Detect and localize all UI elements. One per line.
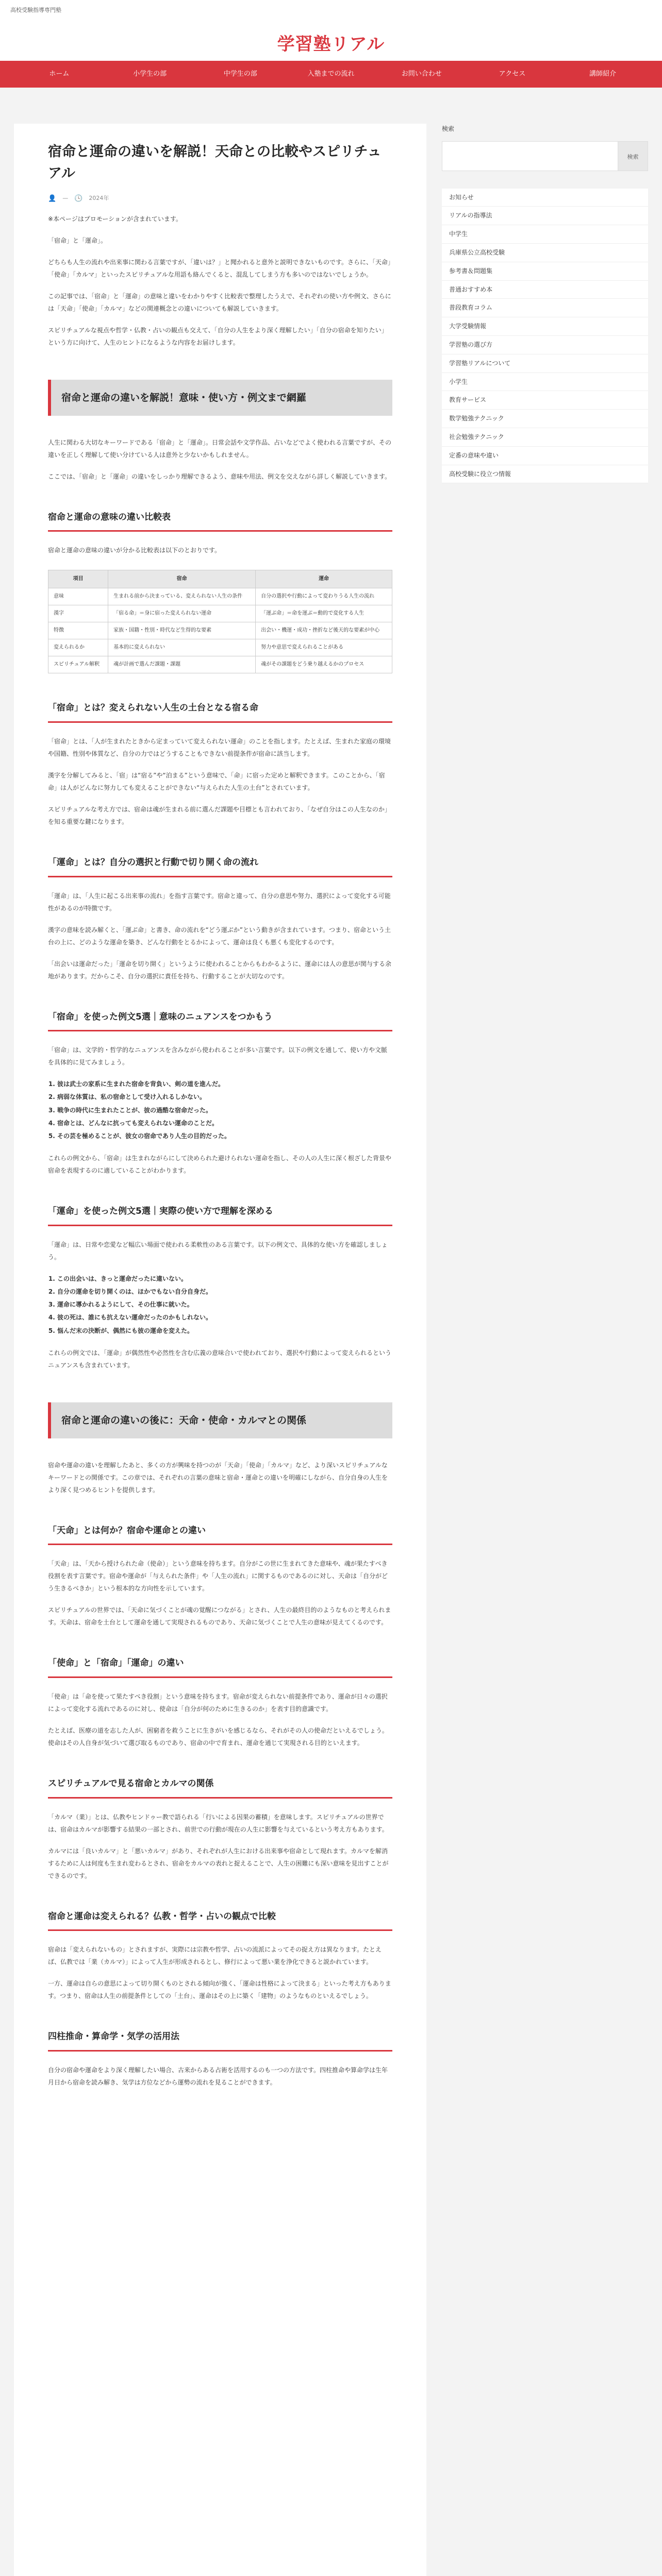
table-cell: 魂がその課題をどう乗り越えるかのプロセス: [256, 656, 392, 673]
subsection-heading: 「宿命」を使った例文5選｜意味のニュアンスをつかもう: [48, 1009, 392, 1032]
nav-item[interactable]: 講師紹介: [589, 70, 617, 78]
list-item: 4. 宿命とは、どんなに抗っても変えられない運命のことだ。: [57, 1117, 392, 1130]
search-button-label: 検索: [627, 154, 639, 161]
article-title: 宿命と運命の違いを解説！天命との比較やスピリチュアル: [48, 144, 382, 181]
table-header-cell: 運命: [256, 570, 392, 588]
global-nav: [0, 61, 662, 88]
sidebar-category-link[interactable]: 普通おすすめ本: [442, 281, 648, 299]
section-paragraph: 「天命」は、「天から授けられた命（使命）」という意味を持ちます。自分がこの世に生まれてきた意味や、魂が果たすべき役割を表す言葉です。宿命や運命が「与えられた条件」や「人生の流れ」に関するものであるのに対し、天命は「自分がどう生きるべきか」という根本的な方向性を示しています。: [48, 1560, 388, 1592]
table-cell: 家族・国籍・性別・時代など生得的な要素: [108, 622, 256, 639]
section-paragraph: 「宿命」とは、「人が生まれたときから定まっていて変えられない運命」のことを指します。たとえば、生まれた家庭の環境や国籍、性別や体質など、自分の力ではどうすることもできない前提条件が宿命に該当します。: [48, 738, 391, 758]
sidebar-category-link[interactable]: 定番の意味や違い: [442, 447, 648, 465]
list-item: 5. その芸を極めることが、彼女の宿命であり人生の目的だった。: [57, 1130, 392, 1143]
nav-item[interactable]: 入塾までの流れ: [307, 70, 355, 78]
table-row: [48, 639, 392, 656]
table-row: [48, 622, 392, 639]
table-cell: 漢字: [48, 605, 108, 622]
table-cell: 魂が計画で選んだ課題・課題: [108, 656, 256, 673]
sidebar-category-link[interactable]: 大学受験情報: [442, 317, 648, 336]
section-paragraph: ここでは、「宿命」と「運命」の違いをしっかり理解できるよう、意味や用法、例文を交えながら詳しく解説していきます。: [48, 472, 391, 480]
subsection-heading: 「天命」とは何か？宿命や運命との違い: [48, 1523, 392, 1546]
content-wrap: [14, 124, 648, 2576]
sidebar-category-link[interactable]: 数学勉強テクニック: [442, 410, 648, 428]
article-date: 2024年: [89, 195, 109, 202]
table-intro: 宿命と運命の意味の違いが分かる比較表は以下のとおりです。: [48, 547, 221, 554]
nav-item[interactable]: アクセス: [499, 70, 526, 78]
sidebar-category-link[interactable]: 普段教育コラム: [442, 299, 648, 317]
section-paragraph: 宿命は「変えられないもの」とされますが、実際には宗教や哲学、占いの流派によってその捉え方は異なります。たとえば、仏教では「業（カルマ）」によって人生が形成されるとし、修行によって悪い業を浄化できると説かれています。: [48, 1946, 382, 1966]
table-cell: 意味: [48, 588, 108, 605]
subsection-heading: スピリチュアルで見る宿命とカルマの関係: [48, 1776, 392, 1799]
sidebar-category-link[interactable]: 教育サービス: [442, 391, 648, 410]
sidebar-category-link[interactable]: お知らせ: [442, 189, 648, 207]
sidebar-category-link[interactable]: 中学生: [442, 225, 648, 244]
search-widget: [442, 141, 648, 171]
subsection-heading: 「使命」と「宿命」「運命」の違い: [48, 1655, 392, 1678]
search-widget-title: 検索: [442, 125, 455, 132]
table-row: [48, 588, 392, 605]
nav-item[interactable]: お問い合わせ: [401, 70, 442, 78]
list-item: 2. 病弱な体質は、私の宿命として受け入れるしかない。: [57, 1091, 392, 1104]
clock-icon: 🕓: [74, 194, 83, 202]
search-input[interactable]: [442, 142, 618, 171]
section-paragraph: 人生に関わる大切なキーワードである「宿命」と「運命」。日常会話や文学作品、占いなどでよく使われる言葉ですが、その違いを正しく理解して使い分けている人は意外と少ないかもしれません。: [48, 438, 392, 459]
user-icon: 👤: [48, 194, 57, 202]
site-tagline: 高校受験指導専門塾: [10, 7, 61, 13]
sidebar-category-link[interactable]: 小学生: [442, 373, 648, 392]
section-paragraph: 宿命や運命の違いを理解したあと、多くの方が興味を持つのが「天命」「使命」「カルマ」など、より深いスピリチュアルなキーワードとの関係です。この章では、それぞれの言葉の意味と宿命・運命との違いを明確にしながら、自分自身の人生をより深く見つめるヒントを提供します。: [48, 1461, 388, 1494]
section-paragraph: スピリチュアルの世界では、「天命に気づくことが魂の覚醒につながる」とされ、人生の最終目的のようなものと考えられます。天命は、宿命を土台として運命を通して実現されるものであり、天命に気づくことで人生の意味が見えてくるのです。: [48, 1606, 391, 1626]
intro-paragraph: どちらも人生の流れや出来事に関わる言葉ですが、「違いは？」と聞かれると意外と説明できないものです。さらに、「天命」「使命」「カルマ」といったスピリチュアルな用語も絡んでくると、混乱してしまう方も多いのではないでしょうか。: [48, 258, 391, 278]
subsection-heading: 「宿命」とは？変えられない人生の土台となる宿る命: [48, 700, 392, 723]
section-paragraph: 「運命」は、「人生に起こる出来事の流れ」を指す言葉です。宿命と違って、自分の意思や努力、選択によって変化する可能性があるのが特徴です。: [48, 892, 391, 912]
table-cell: スピリチュアル解釈: [48, 656, 108, 673]
section-paragraph: たとえば、医療の道を志した人が、困窮者を救うことに生きがいを感じるなら、それがその人の使命だといえるでしょう。使命はその人自身が気づいて選び取るものであり、宿命の中で育まれ、運命を通じて実現される目的といえます。: [48, 1727, 388, 1747]
table-cell: 自分の選択や行動によって変わりうる人生の流れ: [256, 588, 392, 605]
sidebar-category-link[interactable]: 学習塾リアルについて: [442, 354, 648, 373]
list-item: 3. 戦争の時代に生まれたことが、彼の過酷な宿命だった。: [57, 1104, 392, 1117]
table-row: [48, 605, 392, 622]
section-paragraph: 漢字を分解してみると、「宿」は“宿る”や“泊まる”という意味で、「命」に宿った定めと解釈できます。このことから、「宿命」は人がどんなに努力しても変えることができない“与えられた人生の土台”とされています。: [48, 772, 385, 792]
section-heading: 宿命と運命の違いの後に：天命・使命・カルマとの関係: [48, 1402, 392, 1438]
section-heading: 宿命と運命の違いを解説！意味・使い方・例文まで網羅: [48, 380, 392, 416]
nav-item[interactable]: 小学生の部: [133, 70, 167, 78]
site-header: [0, 20, 662, 61]
search-button[interactable]: [618, 142, 648, 171]
subsection-heading: 「運命」とは？自分の選択と行動で切り開く命の流れ: [48, 855, 392, 877]
list-item: 4. 彼の死は、誰にも抗えない運命だったのかもしれない。: [57, 1311, 392, 1324]
article-author[interactable]: —: [62, 195, 69, 202]
nav-item[interactable]: 中学生の部: [223, 70, 257, 78]
table-cell: 生まれる前から決まっている、変えられない人生の条件: [108, 588, 256, 605]
subsection-heading: 宿命と運命の意味の違い比較表: [48, 510, 392, 532]
table-cell: 「運ぶ命」＝命を運ぶ＝動的で変化する人生: [256, 605, 392, 622]
example-list: [57, 1078, 392, 1143]
article: [14, 124, 426, 2576]
section-paragraph: 「宿命」は、文学的・哲学的なニュアンスを含みながら使われることが多い言葉です。以下の例文を通して、使い方や文脈を具体的に見てみましょう。: [48, 1046, 387, 1066]
article-meta: [48, 193, 392, 205]
table-row: [48, 656, 392, 673]
section-paragraph: 自分の宿命や運命をより深く理解したい場合、古来からある占術を活用するのも一つの方法です。四柱推命や算命学は生年月日から宿命を読み解き、気学は方位などから運勢の流れを見ることができます。: [48, 2066, 388, 2086]
list-item: 3. 運命に導かれるようにして、その仕事に就いた。: [57, 1298, 392, 1311]
site-logo[interactable]: 学習塾リアル: [277, 34, 385, 55]
list-item: 5. 悩んだ末の決断が、偶然にも彼の運命を変えた。: [57, 1325, 392, 1337]
pr-note: ※本ページはプロモーションが含まれています。: [48, 215, 182, 223]
intro-paragraph: 「宿命」と「運命」。: [48, 236, 107, 244]
sidebar-category-link[interactable]: 兵庫県公立高校受験: [442, 244, 648, 262]
section-paragraph: これらの例文から、「宿命」は生まれながらにして決められた避けられない運命を指し、その人の人生に深く根ざした背景や宿命を表現するのに適していることがわかります。: [48, 1155, 392, 1175]
table-cell: 努力や意思で変えられることがある: [256, 639, 392, 656]
table-cell: 出会い・機運・成功・挫折など後天的な要素が中心: [256, 622, 392, 639]
section-paragraph: 一方、運命は自らの意思によって切り開くものとされる傾向が強く、「運命は性格によって決まる」といった考え方もあります。つまり、宿命は人生の前提条件としての「土台」、運命はその上に築く「建物」のようなものといえるでしょう。: [48, 1980, 391, 2000]
section-paragraph: 「カルマ（業）」とは、仏教やヒンドゥー教で語られる「行いによる因果の蓄積」を意味します。スピリチュアルの世界では、宿命はカルマが影響する結果の一部とされ、前世での行動が現在の人生に影響を与えているという考え方もあります。: [48, 1813, 388, 1833]
top-bar: [0, 0, 662, 20]
table-cell: 変えられるか: [48, 639, 108, 656]
sidebar: [442, 124, 648, 2576]
list-item: 1. 彼は武士の家系に生まれた宿命を背負い、剣の道を進んだ。: [57, 1078, 392, 1091]
sidebar-category-link[interactable]: 高校受験に役立つ情報: [442, 465, 648, 484]
intro-paragraph: スピリチュアルな視点や哲学・仏教・占いの観点も交えて、「自分の人生をより深く理解したい」「自分の宿命を知りたい」という方に向けて、人生のヒントになるような内容をお届けします。: [48, 326, 388, 346]
section-paragraph: 「使命」は「命を使って果たすべき役割」という意味を持ちます。宿命が変えられない前提条件であり、運命が日々の選択によって変化する流れであるのに対し、使命は「自分が何のために生きるのか」を表す目的意識です。: [48, 1693, 388, 1713]
section-paragraph: これらの例文では、「運命」が偶然性や必然性を含む広義の意味合いで使われており、選択や行動によって変えられるというニュアンスも含まれています。: [48, 1349, 392, 1369]
table-header-cell: 項目: [48, 570, 108, 588]
subsection-heading: 宿命と運命は変えられる？仏教・哲学・占いの観点で比較: [48, 1909, 392, 1931]
section-paragraph: 「運命」は、日常や恋愛など幅広い場面で使われる柔軟性のある言葉です。以下の例文で、具体的な使い方を確認しましょう。: [48, 1241, 388, 1261]
list-item: 2. 自分の運命を切り開くのは、ほかでもない自分自身だ。: [57, 1285, 392, 1298]
table-cell: 基本的に変えられない: [108, 639, 256, 656]
sidebar-category-link[interactable]: 参考書＆問題集: [442, 262, 648, 281]
sidebar-category-link[interactable]: 社会勉強テクニック: [442, 428, 648, 447]
subsection-heading: 四柱推命・算命学・気学の活用法: [48, 2029, 392, 2052]
section-paragraph: 漢字の意味を読み解くと、「運ぶ命」と書き、命の流れを“どう運ぶか”という動きが含まれています。つまり、宿命という土台の上に、どのような運命を築き、どんな行動をとるかによって、運命は良くも悪くも変化するのです。: [48, 926, 391, 946]
example-list: [57, 1273, 392, 1337]
category-list: [442, 189, 648, 484]
table-cell: 「宿る命」＝身に宿った変えられない運命: [108, 605, 256, 622]
section-paragraph: スピリチュアルな考え方では、宿命は魂が生まれる前に選んだ課題や目標とも言われており、「なぜ自分はこの人生なのか」を知る重要な鍵になります。: [48, 806, 391, 826]
table-header-row: [48, 570, 392, 588]
section-paragraph: 「出会いは運命だった」「運命を切り開く」というように使われることからもわかるように、運命には人の意思が関与する余地があります。だからこそ、自分の選択に責任を持ち、行動することが大切なのです。: [48, 960, 392, 980]
section-paragraph: カルマには「良いカルマ」と「悪いカルマ」があり、それぞれが人生における出来事や宿命として現れます。カルマを解消するために人は何度も生まれ変わるとされ、宿命をカルマの表れと捉えることで、人生の困難にも深い意味を見出すことができるのです。: [48, 1847, 389, 1879]
sidebar-category-link[interactable]: リアルの指導法: [442, 207, 648, 225]
intro-paragraph: この記事では、「宿命」と「運命」の意味と違いをわかりやすく比較表で整理したうえで、それぞれの使い方や例文、さらには「天命」「使命」「カルマ」などの関連概念との違いについても解説していきます。: [48, 292, 391, 312]
table-header-cell: 宿命: [108, 570, 256, 588]
comparison-table: [48, 570, 392, 673]
global-nav-items: [14, 61, 648, 88]
list-item: 1. この出会いは、きっと運命だったに違いない。: [57, 1273, 392, 1285]
table-cell: 特徴: [48, 622, 108, 639]
subsection-heading: 「運命」を使った例文5選｜実際の使い方で理解を深める: [48, 1204, 392, 1226]
sidebar-category-link[interactable]: 学習塾の選び方: [442, 336, 648, 354]
nav-item[interactable]: ホーム: [49, 70, 70, 78]
